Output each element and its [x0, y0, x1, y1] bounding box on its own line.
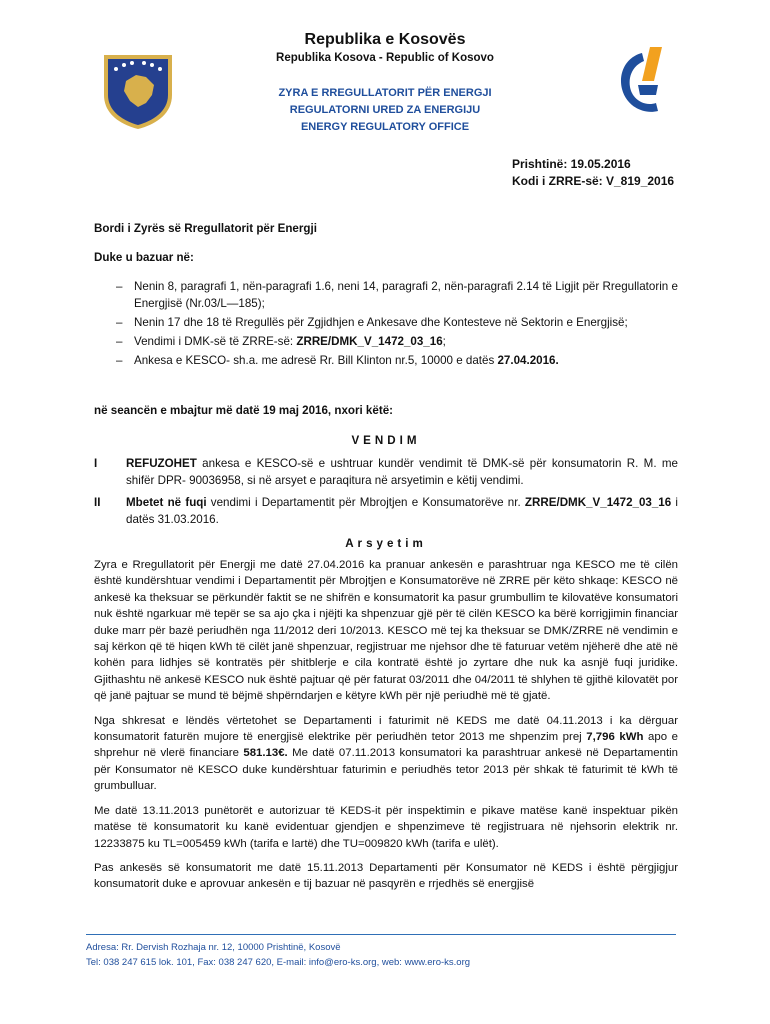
- reasoning-paragraph-1: Zyra e Rregullatorit për Energji me datë 27.04.2016 ka pranuar ankesën e parashtruar nga KESCO me të cilën është kundërshtuar vendimi i Departamentit për Mbrojtjen e Konsumatorëve në ZRRE për këto shkaqe: KESCO në ankesë ka theksuar se përkundër faktit se ne shifrën e konsumatorit ka pasur grumbullim te kilovatëve konsumatori nuk është ngarkuar më tepër se sa ajo ҫka i njëjti ka shpenzuar gjë për të cilën KESCO ka bërë korrigjimin financiar duke marr për bazë periudhën nga 11/2012 deri 10/2013. KESCO më tej ka theksuar se DMK/ZRRE në vendimin e saj kërkon që të hiqen kWh të cilët janë shpenzuar, regjistruar me njehsor dhe të faturuar vetëm njëherë dhe atë në kohën para lidhjes së kontratës për shitblerje e cila kontratë është jo zyrtare dhe nuk ka asnjë fuqi juridike. Gjithashtu në ankesë KESCO nuk është pajtuar që për faturat 03/2011 dhe 04/2011 të shlyhen të gjithë kilovatët por që janë pajtuar se mund të bëjmë shpërndarjen e këtyre kWh për një periudhë më të gjatë.: [94, 559, 678, 703]
- decision-item-2: II Mbetet në fuqi vendimi i Departamentit për Mbrojtjen e Konsumatorëve nr. ZRRE/DMK_V_1472_03_16 i datës 31.03.2016.: [94, 496, 679, 526]
- reasoning-body: [94, 557, 678, 901]
- reasoning-paragraph-3: Me datë 13.11.2013 punëtorët e autorizuar të KEDS-it për inspektimin e pikave matëse kanë inspektuar pikën matëse të konsumatorit ku kanë evidentuar gjendjen e shpenzimeve të regjistruara në njehsorin elektrik nr. 12233875 ku TL=005459 kWh (tarifa e lartë) dhe TU=009820 kWh (tarifa e ulët).: [94, 804, 678, 850]
- session-text: në seancën e mbajtur më datë 19 maj 2016, nxori këtë:: [94, 404, 393, 417]
- reasoning-paragraph-2: Nga shkresat e lëndës vërtetohet se Departamenti i faturimit në KEDS me datë 04.11.2013 i ka dërguar konsumatorit faturën mujore të energjisë elektrike për periudhën tetor 2013 me shpenzim prej 7,796 kWh apo e shprehur në vlerë financiare 581.13€. Me datë 07.11.2013 konsumatori ka parashtruar ankesë në Departamentin për Konsumator në KESCO duke kundërshtuar faturimin e periudhës tetor 2013 për shkak të faturimit të kWh të grumbulluar.: [94, 714, 678, 793]
- footer-divider: [86, 934, 676, 935]
- office-name-sq: ZYRA E RREGULLATORIT PËR ENERGJI: [278, 87, 492, 99]
- list-item: – Ankesa e KESCO- sh.a. me adresë Rr. Bill Klinton nr.5, 10000 e datës 27.04.2016.: [94, 352, 678, 369]
- office-name-sr: REGULATORNI URED ZA ENERGIJU: [289, 104, 481, 116]
- footer-address: Adresa: Rr. Dervish Rozhaja nr. 12, 10000 Prishtinë, Kosovë: [86, 942, 341, 953]
- list-item: – Vendimi i DMK-së të ZRRE-së: ZRRE/DMK_V_1472_03_16;: [94, 333, 678, 350]
- decision-title: VENDIM: [351, 434, 421, 447]
- office-name-en: ENERGY REGULATORY OFFICE: [300, 121, 470, 133]
- decision-items: [94, 455, 678, 533]
- decision-item-1: I REFUZOHET ankesa e KESCO-së e ushtruar kundër vendimit të DMK-së për konsumatorin R. M. me shifër DPR- 90036958, si në arsyet e paraqitura në arsyetimin e këtij vendimi.: [94, 457, 678, 487]
- country-subtitle: Republika Kosova - Republic of Kosovo: [276, 52, 494, 64]
- list-item: – Nenin 17 dhe 18 të Rregullës për Zgjidhjen e Ankesave dhe Kontesteve në Sektorin e Energjisë;: [94, 314, 678, 331]
- legal-bases: [94, 278, 678, 371]
- document-code: Kodi i ZRRE-së: V_819_2016: [512, 174, 675, 188]
- reasoning-title: Arsyetim: [345, 537, 427, 550]
- footer-contact: Tel: 038 247 615 lok. 101, Fax: 038 247 620, E-mail: info@ero-ks.org, web: www.ero-ks.org: [86, 957, 471, 968]
- based-on-heading: Duke u bazuar në:: [94, 251, 194, 264]
- reasoning-paragraph-4: Pas ankesës së konsumatorit me datë 15.11.2013 Departamenti për Konsumator në KEDS i është përgjigjur konsumatorit duke e aprovuar ankesën e tij bazuar në pasqyrën e rrjedhës së energjisë: [94, 861, 678, 891]
- document-date: Prishtinë: 19.05.2016: [512, 157, 631, 171]
- board-heading: Bordi i Zyrës së Rregullatorit për Energji: [94, 222, 317, 235]
- list-item: – Nenin 8, paragrafi 1, nën-paragrafi 1.6, neni 14, paragrafi 2, nën-paragrafi 2.14 të Ligjit për Rregullatorin e Energjisë (Nr.03/L—185);: [94, 278, 678, 312]
- country-title: Republika e Kosovës: [304, 31, 466, 48]
